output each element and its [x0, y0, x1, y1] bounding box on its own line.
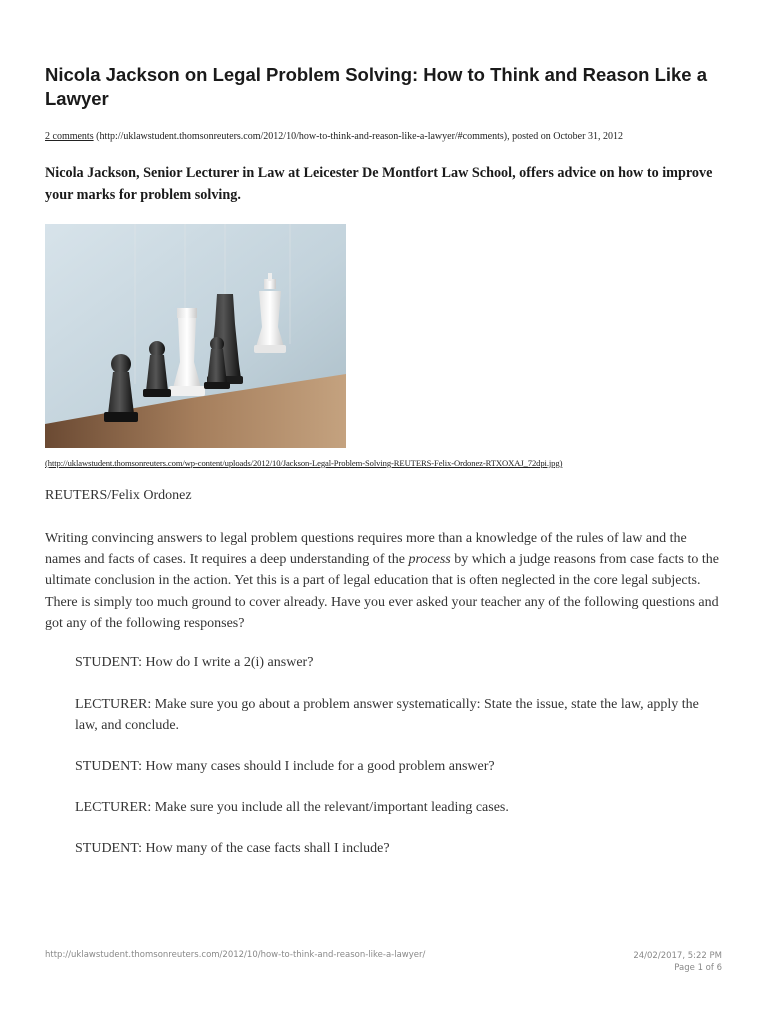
intro-text-2: by which a judge reasons from case facts to the ultimate conclusion in the action. Yet this is a part of legal education that is often neglected in the core legal subjects. There is simply too much ground to cover already. Have you ever asked your teacher any of the following questions and got any of the following responses? — [45, 552, 719, 631]
dialogue-line: LECTURER: Make sure you include all the relevant/important leading cases. — [75, 800, 509, 815]
article-lede: Nicola Jackson, Senior Lecturer in Law at Leicester De Montfort Law School, offers advice on how to improve your marks for problem solving. — [45, 165, 713, 203]
dialogue-line: LECTURER: Make sure you go about a problem answer systematically: State the issue, state the law, apply the law, and conclude. — [75, 697, 699, 733]
image-url[interactable]: (http://uklawstudent.thomsonreuters.com/wp-content/uploads/2012/10/Jackson-Legal-Problem-Solving-REUTERS-Felix-Ordonez-RTXOXAJ_72dpi.jpg) — [45, 458, 563, 468]
dialogue-line: STUDENT: How many of the case facts shall I include? — [75, 841, 390, 856]
image-source-link[interactable] — [45, 458, 725, 468]
intro-text-1: Writing convincing answers to legal problem questions requires more than a knowledge of the rules of law and the names and facts of cases. It requires a deep understanding of the — [45, 531, 687, 568]
comments-link[interactable]: 2 comments — [45, 131, 94, 142]
article-title: Nicola Jackson on Legal Problem Solving: How to Think and Reason Like a Lawyer — [45, 64, 708, 109]
footer-url: http://uklawstudent.thomsonreuters.com/2012/10/how-to-think-and-reason-like-a-lawyer/ — [45, 950, 426, 960]
footer-datetime: 24/02/2017, 5:22 PM — [633, 951, 722, 961]
footer-page-number: Page 1 of 6 — [674, 963, 722, 973]
intro-paragraph — [45, 528, 725, 634]
chess-photo[interactable] — [45, 224, 346, 448]
dialogue-line: STUDENT: How many cases should I include for a good problem answer? — [75, 759, 495, 774]
dialogue-line: STUDENT: How do I write a 2(i) answer? — [75, 655, 314, 670]
footer-info — [633, 950, 722, 974]
photo-credit: REUTERS/Felix Ordonez — [45, 488, 192, 503]
comments-url: (http://uklawstudent.thomsonreuters.com/2012/10/how-to-think-and-reason-like-a-lawyer/#comments) — [96, 131, 508, 142]
posted-date: , posted on October 31, 2012 — [507, 131, 623, 142]
intro-emphasis: process — [408, 552, 451, 568]
article-meta — [45, 131, 725, 142]
